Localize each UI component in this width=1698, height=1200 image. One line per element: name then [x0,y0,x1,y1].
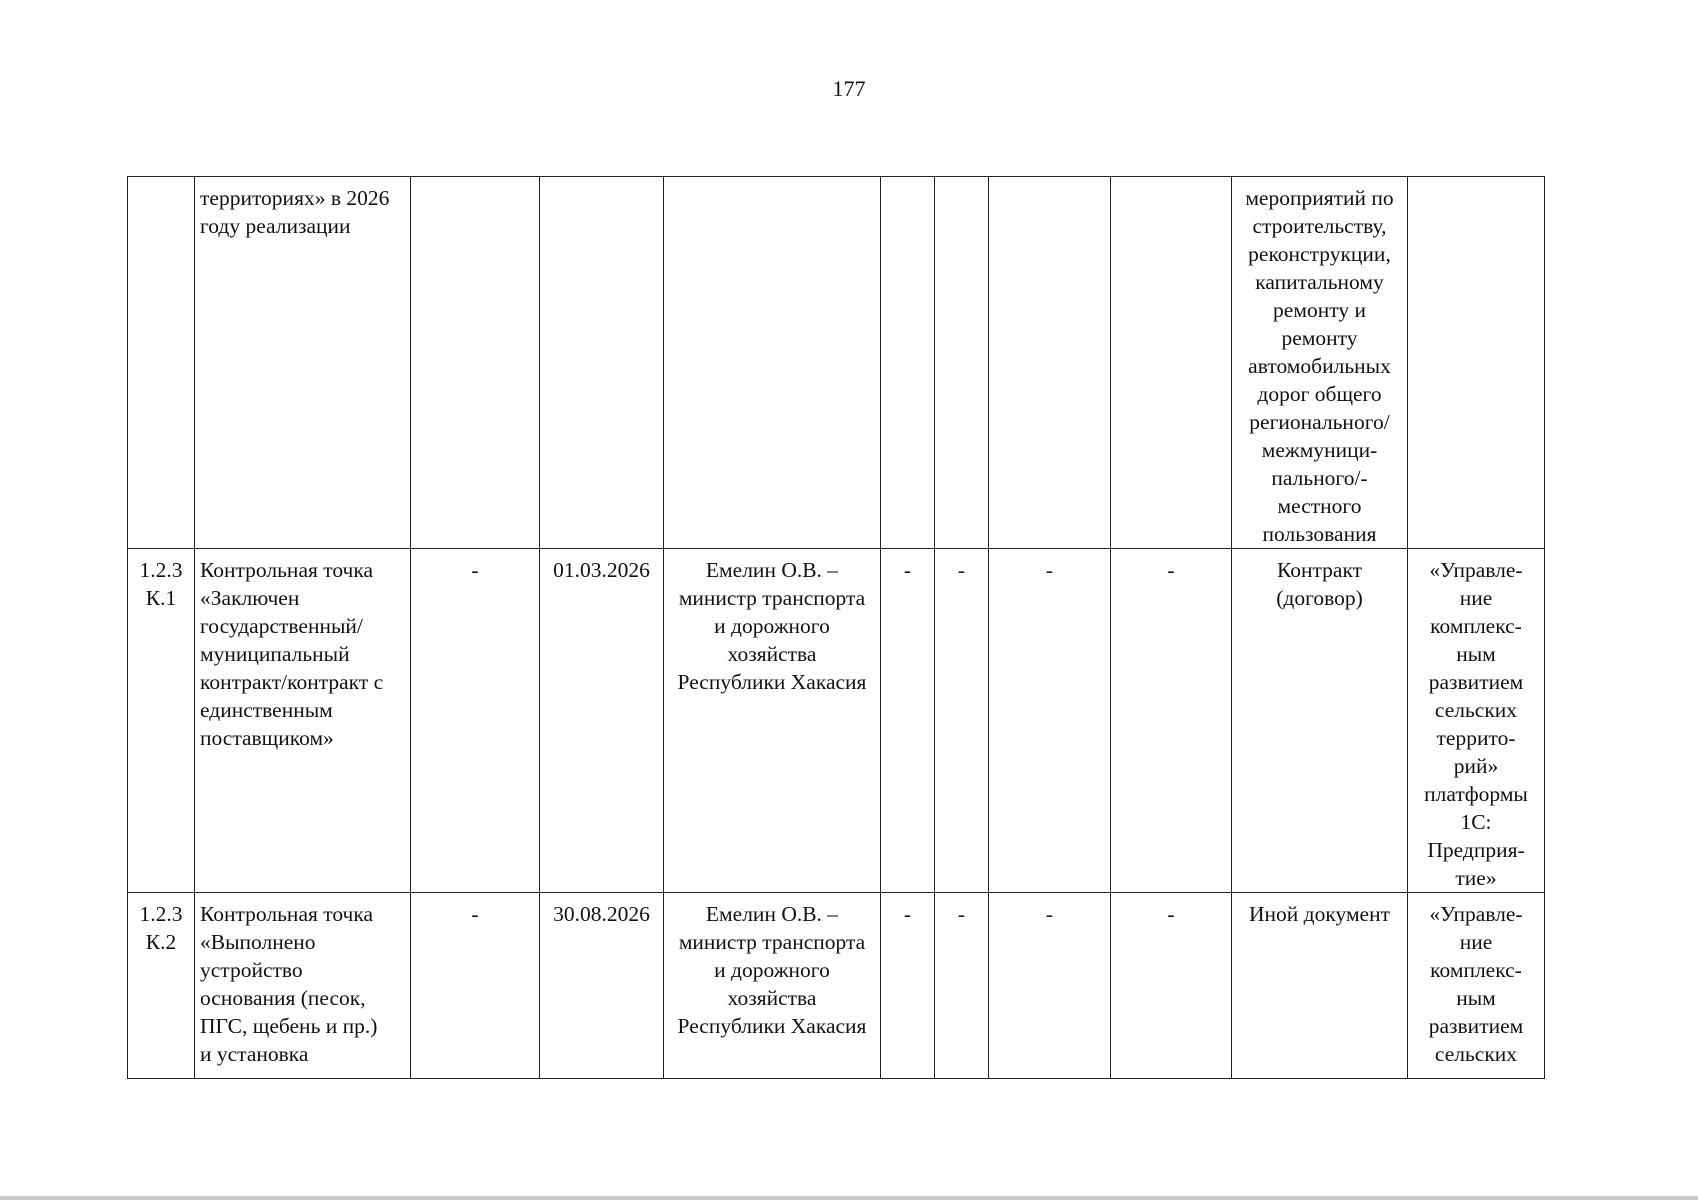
column-8-cell: - [989,893,1111,1079]
page-bottom-edge [0,1196,1698,1200]
information-system-cell: «Управле- ние комплекс- ным развитием сельских [1408,893,1545,1079]
column-8-cell: - [989,549,1111,893]
column-7-cell: - [935,893,989,1079]
responsible-cell: Емелин О.В. – министр транспорта и дорожного хозяйства Республики Хакасия [664,549,881,893]
row-number-cell: 1.2.3 К.1 [128,549,195,893]
document-type-cell: Иной документ [1232,893,1408,1079]
end-date-cell: 30.08.2026 [540,893,664,1079]
column-6-cell: - [881,549,935,893]
column-6-cell: - [881,893,935,1079]
start-date-cell [411,177,540,549]
row-number-cell: 1.2.3 К.2 [128,893,195,1079]
document-type-cell: мероприятий по строительству, реконструкции, капитальному ремонту и ремонту автомобильных дорог общего регионального/ межмуници- пального/- местного пользования [1232,177,1408,549]
information-system-cell [1408,177,1545,549]
column-9-cell [1111,177,1232,549]
table-row [128,549,1545,893]
column-7-cell: - [935,549,989,893]
column-8-cell [989,177,1111,549]
control-point-name-cell: Контрольная точка «Заключен государственный/ муниципальный контракт/контракт с единственным поставщиком» [195,549,411,893]
row-number-cell [128,177,195,549]
information-system-cell: «Управле- ние комплекс- ным развитием сельских террито- рий» платформы 1С: Предприя- тие» [1408,549,1545,893]
table-row [128,177,1545,549]
responsible-cell: Емелин О.В. – министр транспорта и дорожного хозяйства Республики Хакасия [664,893,881,1079]
control-point-name-cell: территориях» в 2026 году реализации [195,177,411,549]
end-date-cell [540,177,664,549]
column-6-cell [881,177,935,549]
responsible-cell [664,177,881,549]
column-7-cell [935,177,989,549]
document-type-cell: Контракт (договор) [1232,549,1408,893]
start-date-cell: - [411,549,540,893]
table-row [128,893,1545,1079]
column-9-cell: - [1111,549,1232,893]
end-date-cell: 01.03.2026 [540,549,664,893]
start-date-cell: - [411,893,540,1079]
page-number: 177 [832,76,866,101]
column-9-cell: - [1111,893,1232,1079]
control-points-table [127,176,1545,1079]
control-point-name-cell: Контрольная точка «Выполнено устройство основания (песок, ПГС, щебень и пр.) и установка [195,893,411,1079]
